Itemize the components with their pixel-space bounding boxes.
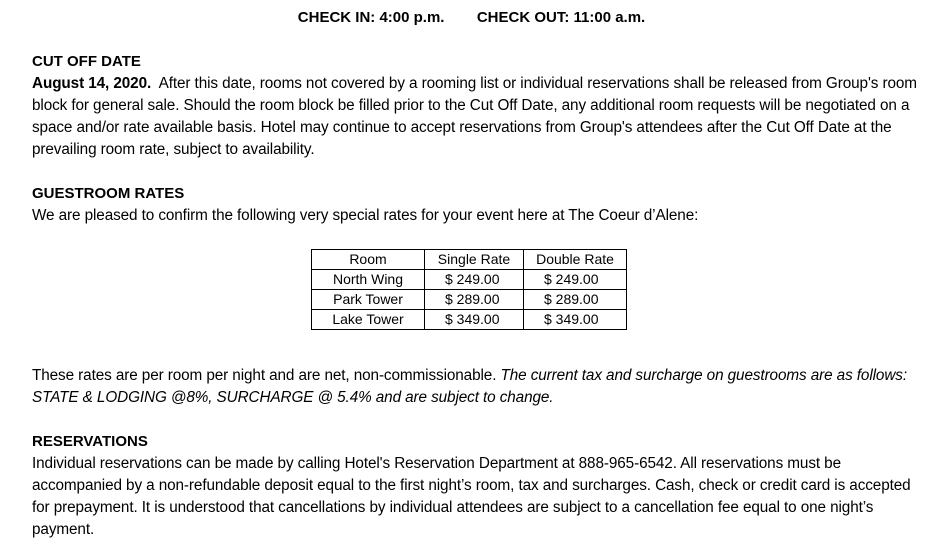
single-rate: $ 249.00 <box>425 270 524 290</box>
reservations-paragraph: Individual reservations can be made by calling Hotel's Reservation Department at 888-965-6542. All reservations must be accompanied by a non-refundable deposit equal to the first night’s room, tax and surcharges. Cash, check or credit card is accepted for prepayment. It is understood that cancellations by individual attendees are subject to a cancellation fee equal to one night’s payment. <box>32 455 911 538</box>
rates-table-header-row <box>312 250 627 270</box>
single-rate: $ 349.00 <box>425 310 524 330</box>
cutoff-text: After this date, rooms not covered by a rooming list or individual reservations shall be released from Group's room block for general sale. Should the room block be filled prior to the Cut Off Date, any additional room requests will be negotiated on a space and/or rate available basis. Hotel may continue to accept reservations from Group's attendees after the Cut Off Date at the prevailing room rate, subject to availability. <box>32 75 917 158</box>
room-name: Lake Tower <box>312 310 425 330</box>
header-double-rate: Double Rate <box>524 250 627 270</box>
rates-note <box>32 365 922 409</box>
rates-table <box>311 249 627 330</box>
room-name: Park Tower <box>312 290 425 310</box>
header-single-rate: Single Rate <box>425 250 524 270</box>
rates-intro: We are pleased to confirm the following very special rates for your event here at The Coeur d’Alene: <box>32 207 699 224</box>
cutoff-heading: CUT OFF DATE <box>32 53 141 70</box>
double-rate: $ 249.00 <box>524 270 627 290</box>
checkout-time: 11:00 a.m. <box>573 9 646 26</box>
double-rate: $ 289.00 <box>524 290 627 310</box>
checkin-time: 4:00 p.m. <box>379 9 445 26</box>
checkin-label: CHECK IN: <box>297 9 376 26</box>
cutoff-date: August 14, 2020. <box>32 75 152 92</box>
double-rate: $ 349.00 <box>524 310 627 330</box>
checkout-label: CHECK OUT: <box>476 9 570 26</box>
single-rate: $ 289.00 <box>425 290 524 310</box>
table-row <box>312 290 627 310</box>
checkin-checkout-line <box>0 7 943 29</box>
cutoff-section <box>32 51 922 161</box>
reservations-section <box>32 431 922 541</box>
cutoff-paragraph <box>32 73 922 161</box>
room-name: North Wing <box>312 270 425 290</box>
rates-heading: GUESTROOM RATES <box>32 185 185 202</box>
header-room: Room <box>312 250 425 270</box>
reservations-heading: RESERVATIONS <box>32 433 148 450</box>
rates-note-section <box>32 365 922 409</box>
rates-note-italic: The current tax and surcharge on guestrooms are as follows: STATE & LODGING @8%, SURCHARGE @ 5.4% and are subject to change. <box>32 367 907 406</box>
rates-section <box>32 183 922 227</box>
table-row <box>312 270 627 290</box>
rates-note-plain: These rates are per room per night and are net, non-commissionable. <box>32 367 497 384</box>
table-row <box>312 310 627 330</box>
